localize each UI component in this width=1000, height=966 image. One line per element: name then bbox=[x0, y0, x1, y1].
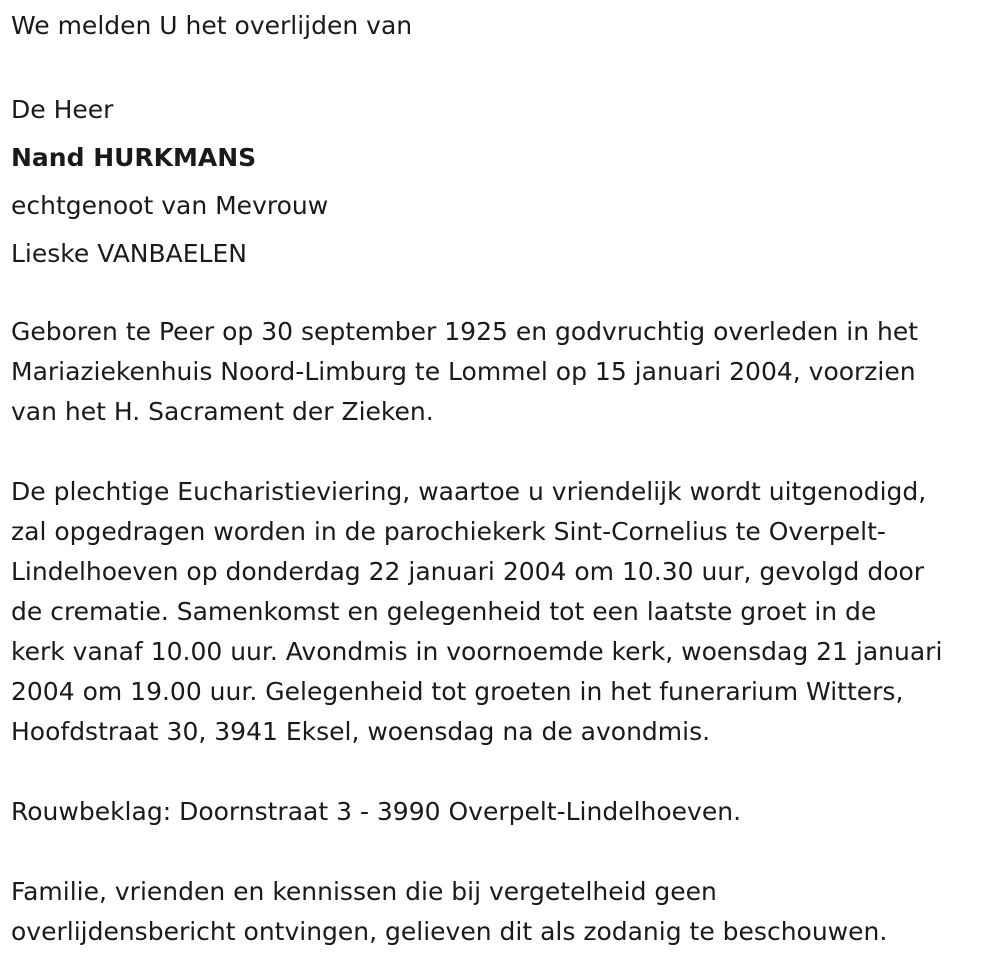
paragraph-line: Hoofdstraat 30, 3941 Eksel, woensdag na de avondmis. bbox=[11, 717, 711, 746]
paragraph-line: Familie, vrienden en kennissen die bij vergetelheid geen bbox=[11, 877, 717, 906]
intro-text: We melden U het overlijden van bbox=[11, 11, 413, 40]
paragraph-line: Lindelhoeven op donderdag 22 januari 2004 om 10.30 uur, gevolgd door bbox=[11, 557, 925, 586]
paragraph-line: 2004 om 19.00 uur. Gelegenheid tot groeten in het funerarium Witters, bbox=[11, 677, 904, 706]
paragraph-line: Geboren te Peer op 30 september 1925 en godvruchtig overleden in het bbox=[11, 317, 919, 346]
birth-death-paragraph bbox=[11, 312, 996, 432]
spouse-name: Lieske VANBAELEN bbox=[11, 239, 247, 268]
funeral-service-paragraph bbox=[11, 472, 996, 752]
closing-paragraph bbox=[11, 872, 996, 952]
paragraph-line: zal opgedragen worden in de parochiekerk Sint-Cornelius te Overpelt- bbox=[11, 517, 886, 546]
paragraph-line: overlijdensbericht ontvingen, gelieven dit als zodanig te beschouwen. bbox=[11, 917, 888, 946]
condolence-address: Rouwbeklag: Doornstraat 3 - 3990 Overpelt-Lindelhoeven. bbox=[11, 797, 742, 826]
obituary-notice bbox=[11, 6, 996, 952]
paragraph-line: De plechtige Eucharistieviering, waartoe u vriendelijk wordt uitgenodigd, bbox=[11, 477, 927, 506]
paragraph-line: Mariaziekenhuis Noord-Limburg te Lommel op 15 januari 2004, voorzien bbox=[11, 357, 916, 386]
honorific: De Heer bbox=[11, 95, 114, 124]
paragraph-line: kerk vanaf 10.00 uur. Avondmis in voornoemde kerk, woensdag 21 januari bbox=[11, 637, 943, 666]
deceased-name: Nand HURKMANS bbox=[11, 143, 257, 172]
condolence-paragraph bbox=[11, 792, 996, 832]
spouse-label: echtgenoot van Mevrouw bbox=[11, 191, 329, 220]
paragraph-line: de crematie. Samenkomst en gelegenheid tot een laatste groet in de bbox=[11, 597, 877, 626]
paragraph-line: van het H. Sacrament der Zieken. bbox=[11, 397, 434, 426]
